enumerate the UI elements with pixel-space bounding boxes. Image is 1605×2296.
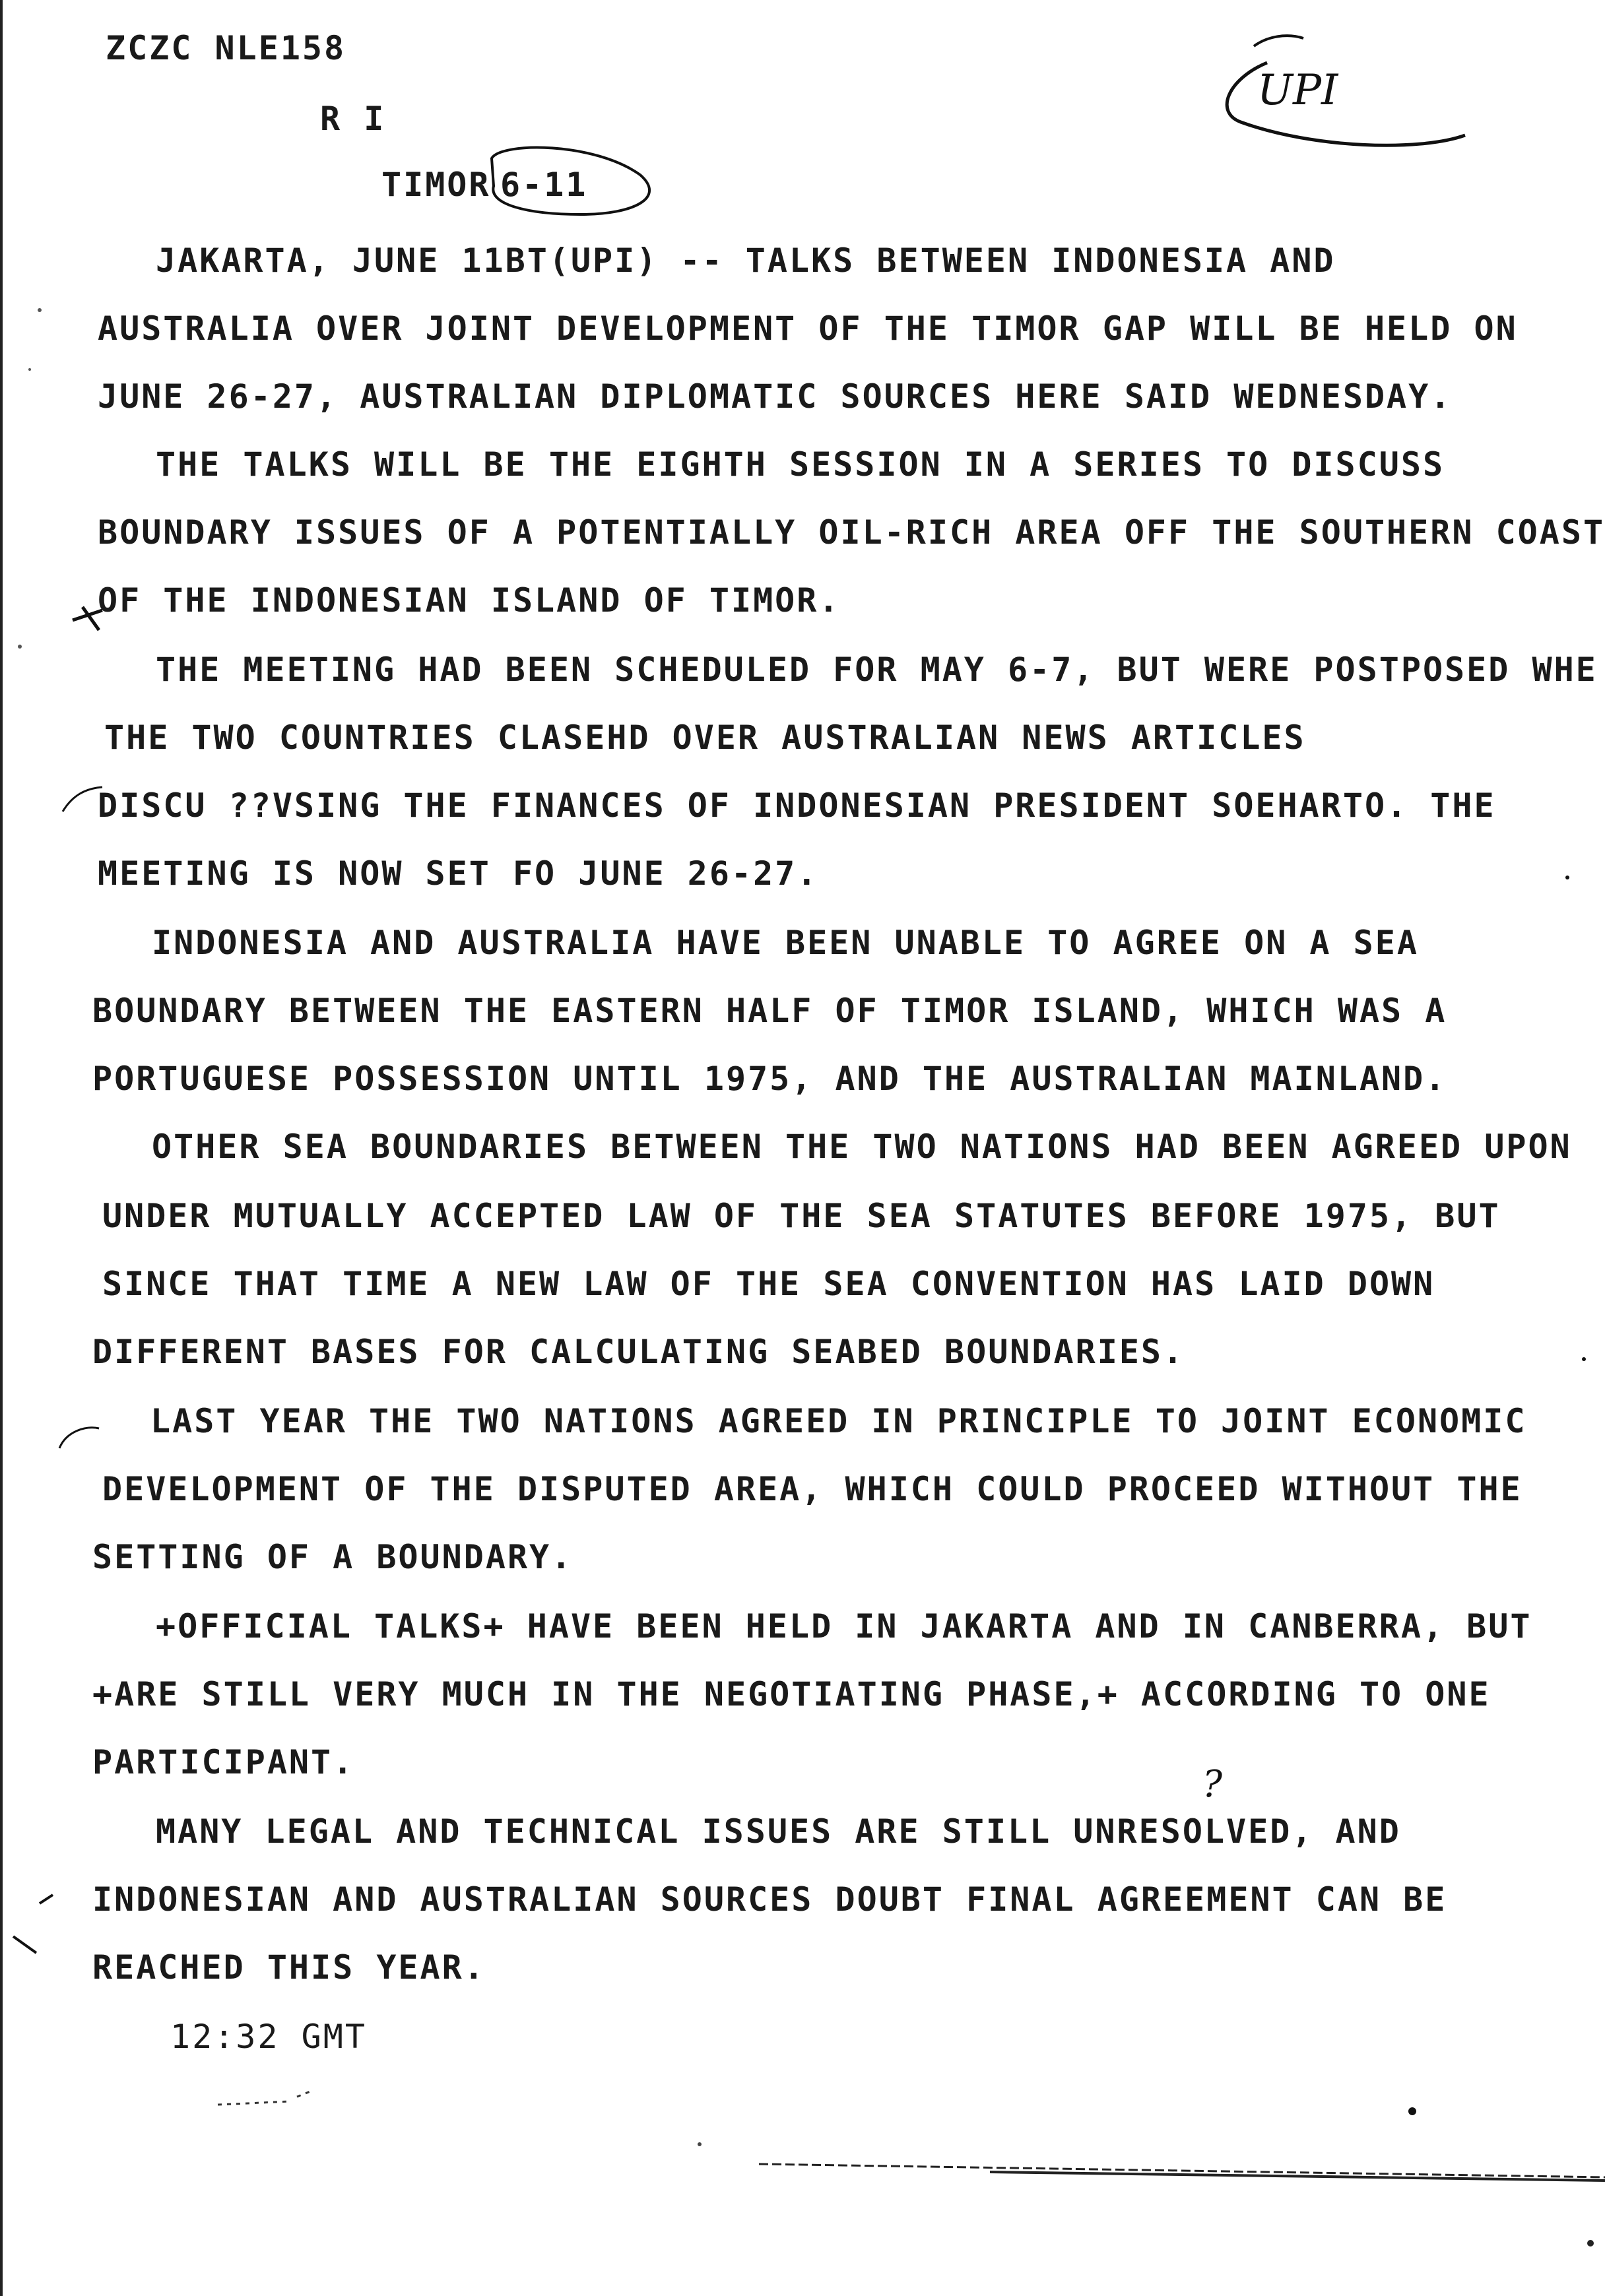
priority-code: R I [320, 100, 386, 138]
body-line: BOUNDARY BETWEEN THE EASTERN HALF OF TIMOR ISLAND, WHICH WAS A [92, 992, 1447, 1030]
body-line: JAKARTA, JUNE 11BT(UPI) -- TALKS BETWEEN INDONESIA AND [156, 241, 1336, 280]
body-line: PORTUGUESE POSSESSION UNTIL 1975, AND THE AUSTRALIAN MAINLAND. [92, 1060, 1447, 1098]
slug-date: 6-11 [500, 166, 588, 204]
body-line: MANY LEGAL AND TECHNICAL ISSUES ARE STILL UNRESOLVED, AND [156, 1812, 1401, 1851]
body-line: THE TALKS WILL BE THE EIGHTH SESSION IN A SERIES TO DISCUSS [156, 445, 1445, 484]
message-code: ZCZC NLE158 [106, 29, 346, 67]
body-line: PARTICIPANT. [92, 1743, 355, 1781]
upi-swoosh-mark [1227, 63, 1465, 145]
body-line: DIFFERENT BASES FOR CALCULATING SEABED BOUNDARIES. [92, 1333, 1185, 1371]
body-line: UNDER MUTUALLY ACCEPTED LAW OF THE SEA STATUTES BEFORE 1975, BUT [102, 1197, 1501, 1235]
body-line: SETTING OF A BOUNDARY. [92, 1538, 573, 1576]
body-line: DISCU ??VSING THE FINANCES OF INDONESIAN PRESIDENT SOEHARTO. THE [98, 786, 1496, 825]
margin-tick-mark [73, 607, 102, 630]
date-circle-mark [492, 148, 649, 214]
body-line: REACHED THIS YEAR. [92, 1948, 486, 1987]
body-line: JUNE 26-27, AUSTRALIAN DIPLOMATIC SOURCES HERE SAID WEDNESDAY. [98, 377, 1453, 416]
body-line: +ARE STILL VERY MUCH IN THE NEGOTIATING PHASE,+ ACCORDING TO ONE [92, 1675, 1491, 1713]
body-line: OF THE INDONESIAN ISLAND OF TIMOR. [98, 581, 841, 620]
body-line: INDONESIA AND AUSTRALIA HAVE BEEN UNABLE TO AGREE ON A SEA [152, 924, 1419, 962]
handwritten-upi-annotation: UPI [1257, 66, 1338, 115]
body-line: THE MEETING HAD BEEN SCHEDULED FOR MAY 6-7, BUT WERE POSTPOSED WHE [156, 651, 1598, 689]
body-line: SINCE THAT TIME A NEW LAW OF THE SEA CONVENTION HAS LAID DOWN [102, 1265, 1435, 1303]
body-line: INDONESIAN AND AUSTRALIAN SOURCES DOUBT FINAL AGREEMENT CAN BE [92, 1880, 1447, 1919]
handwritten-question-mark: ? [1202, 1763, 1223, 1806]
margin-arrow-mark [63, 787, 102, 812]
body-line: DEVELOPMENT OF THE DISPUTED AREA, WHICH COULD PROCEED WITHOUT THE [102, 1470, 1523, 1508]
body-line: LAST YEAR THE TWO NATIONS AGREED IN PRINCIPLE TO JOINT ECONOMIC [150, 1402, 1527, 1440]
timestamp: 12:32 GMT [170, 2018, 367, 2056]
slug: TIMOR [381, 166, 491, 204]
body-line: BOUNDARY ISSUES OF A POTENTIALLY OIL-RICH AREA OFF THE SOUTHERN COAST [98, 513, 1605, 552]
body-line: +OFFICIAL TALKS+ HAVE BEEN HELD IN JAKARTA AND IN CANBERRA, BUT [156, 1607, 1532, 1645]
body-line: AUSTRALIA OVER JOINT DEVELOPMENT OF THE TIMOR GAP WILL BE HELD ON [98, 309, 1518, 348]
body-line: THE TWO COUNTRIES CLASEHD OVER AUSTRALIAN NEWS ARTICLES [104, 718, 1306, 757]
body-line: OTHER SEA BOUNDARIES BETWEEN THE TWO NATIONS HAD BEEN AGREED UPON [152, 1128, 1572, 1166]
body-line: MEETING IS NOW SET FO JUNE 26-27. [98, 854, 819, 893]
